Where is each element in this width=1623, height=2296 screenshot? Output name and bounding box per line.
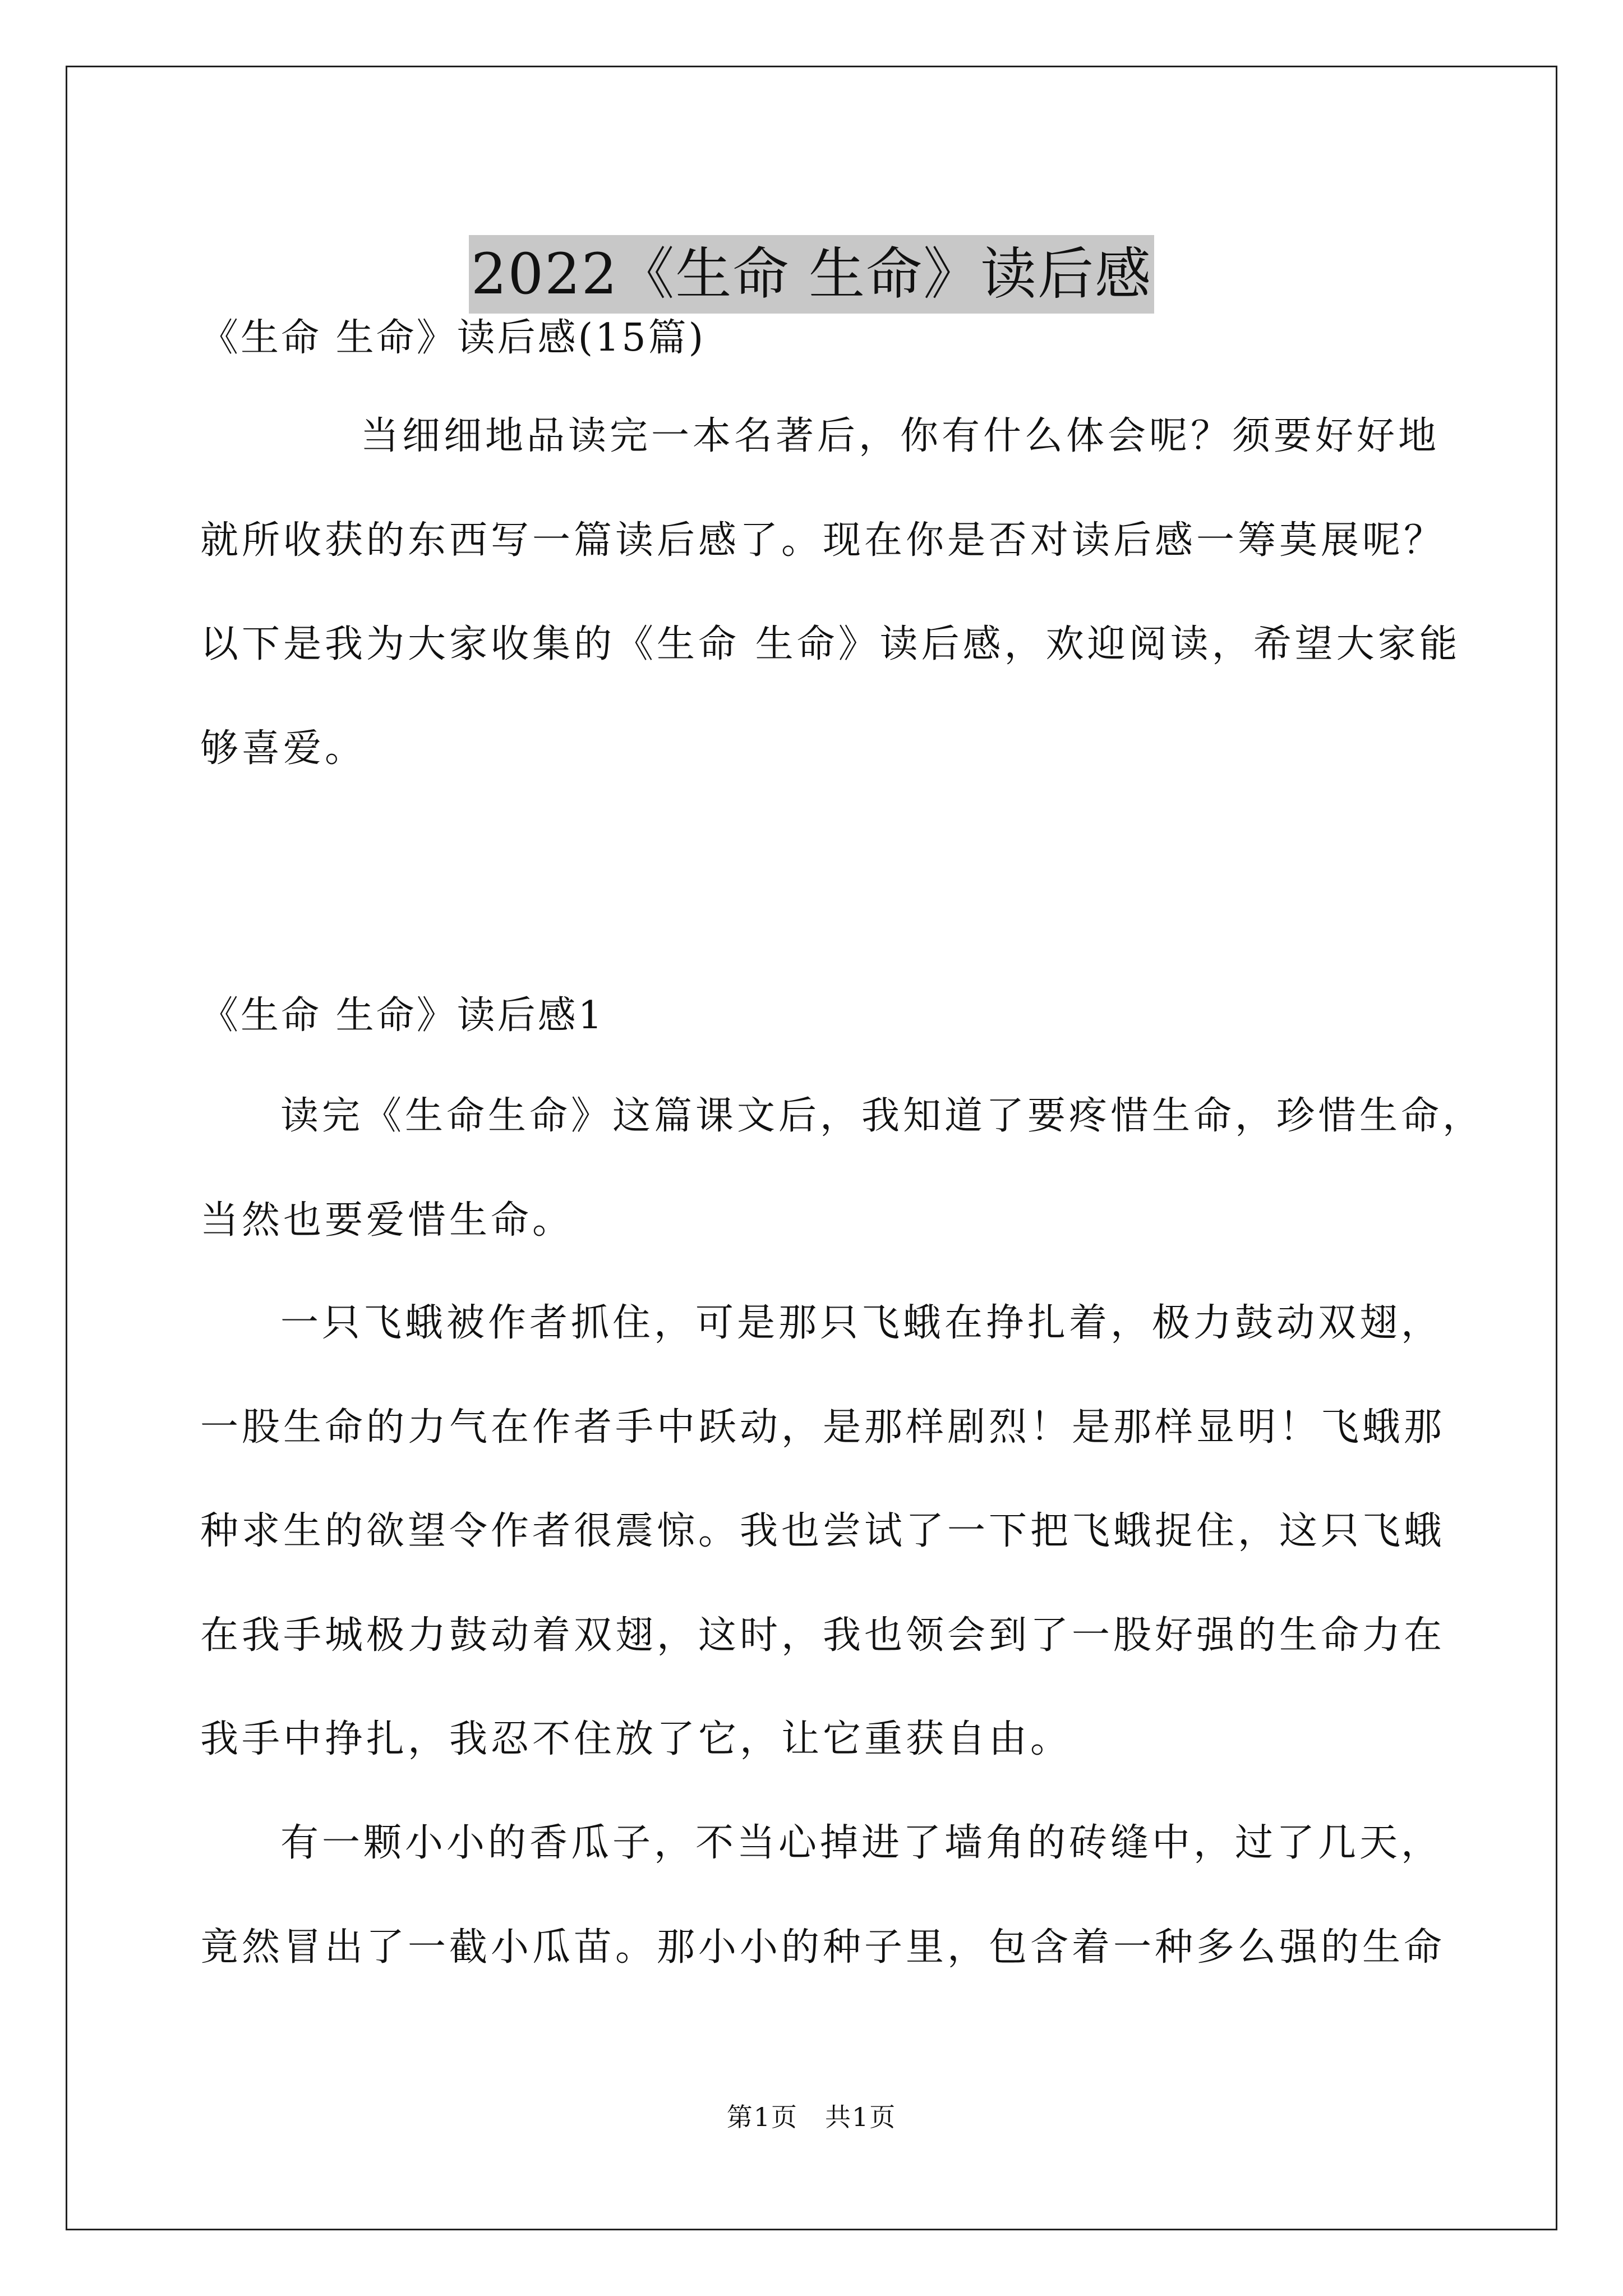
page-number-footer: 第1页 共1页 [726, 2102, 897, 2132]
intro-line-2: 就所收获的东西写一篇读后感了。现在你是否对读后感一筹莫展呢？ [200, 518, 1446, 563]
body-line-5: 种求生的欲望令作者很震惊。我也尝试了一下把飞蛾捉住，这只飞蛾 [200, 1509, 1446, 1553]
body-line-8: 有一颗小小的香瓜子，不当心掉进了墙角的砖缝中，过了几天， [280, 1821, 1443, 1865]
body-line-2: 当然也要爱惜生命。 [200, 1198, 574, 1243]
body-line-6: 在我手城极力鼓动着双翅，这时，我也领会到了一股好强的生命力在 [200, 1613, 1446, 1658]
page-border [66, 66, 1557, 2230]
intro-line-4: 够喜爱。 [200, 726, 367, 771]
body-line-3: 一只飞蛾被作者抓住，可是那只飞蛾在挣扎着，极力鼓动双翅， [280, 1301, 1443, 1345]
body-line-9: 竟然冒出了一截小瓜苗。那小小的种子里，包含着一种多么强的生命 [200, 1925, 1446, 1970]
body-line-4: 一股生命的力气在作者手中跃动，是那样剧烈！是那样显明！飞蛾那 [200, 1405, 1446, 1450]
intro-line-1: 当细细地品读完一本名著后，你有什么体会呢？须要好好地 [361, 414, 1440, 458]
document-title: 2022《生命 生命》读后感 [469, 235, 1154, 314]
section-heading: 《生命 生命》读后感1 [200, 993, 605, 1038]
document-subtitle: 《生命 生命》读后感(15篇) [200, 316, 706, 360]
body-line-7: 我手中挣扎，我忍不住放了它，让它重获自由。 [200, 1717, 1072, 1761]
body-line-1: 读完《生命生命》这篇课文后，我知道了要疼惜生命，珍惜生命， [280, 1094, 1484, 1138]
intro-line-3: 以下是我为大家收集的《生命 生命》读后感，欢迎阅读，希望大家能 [200, 622, 1461, 666]
